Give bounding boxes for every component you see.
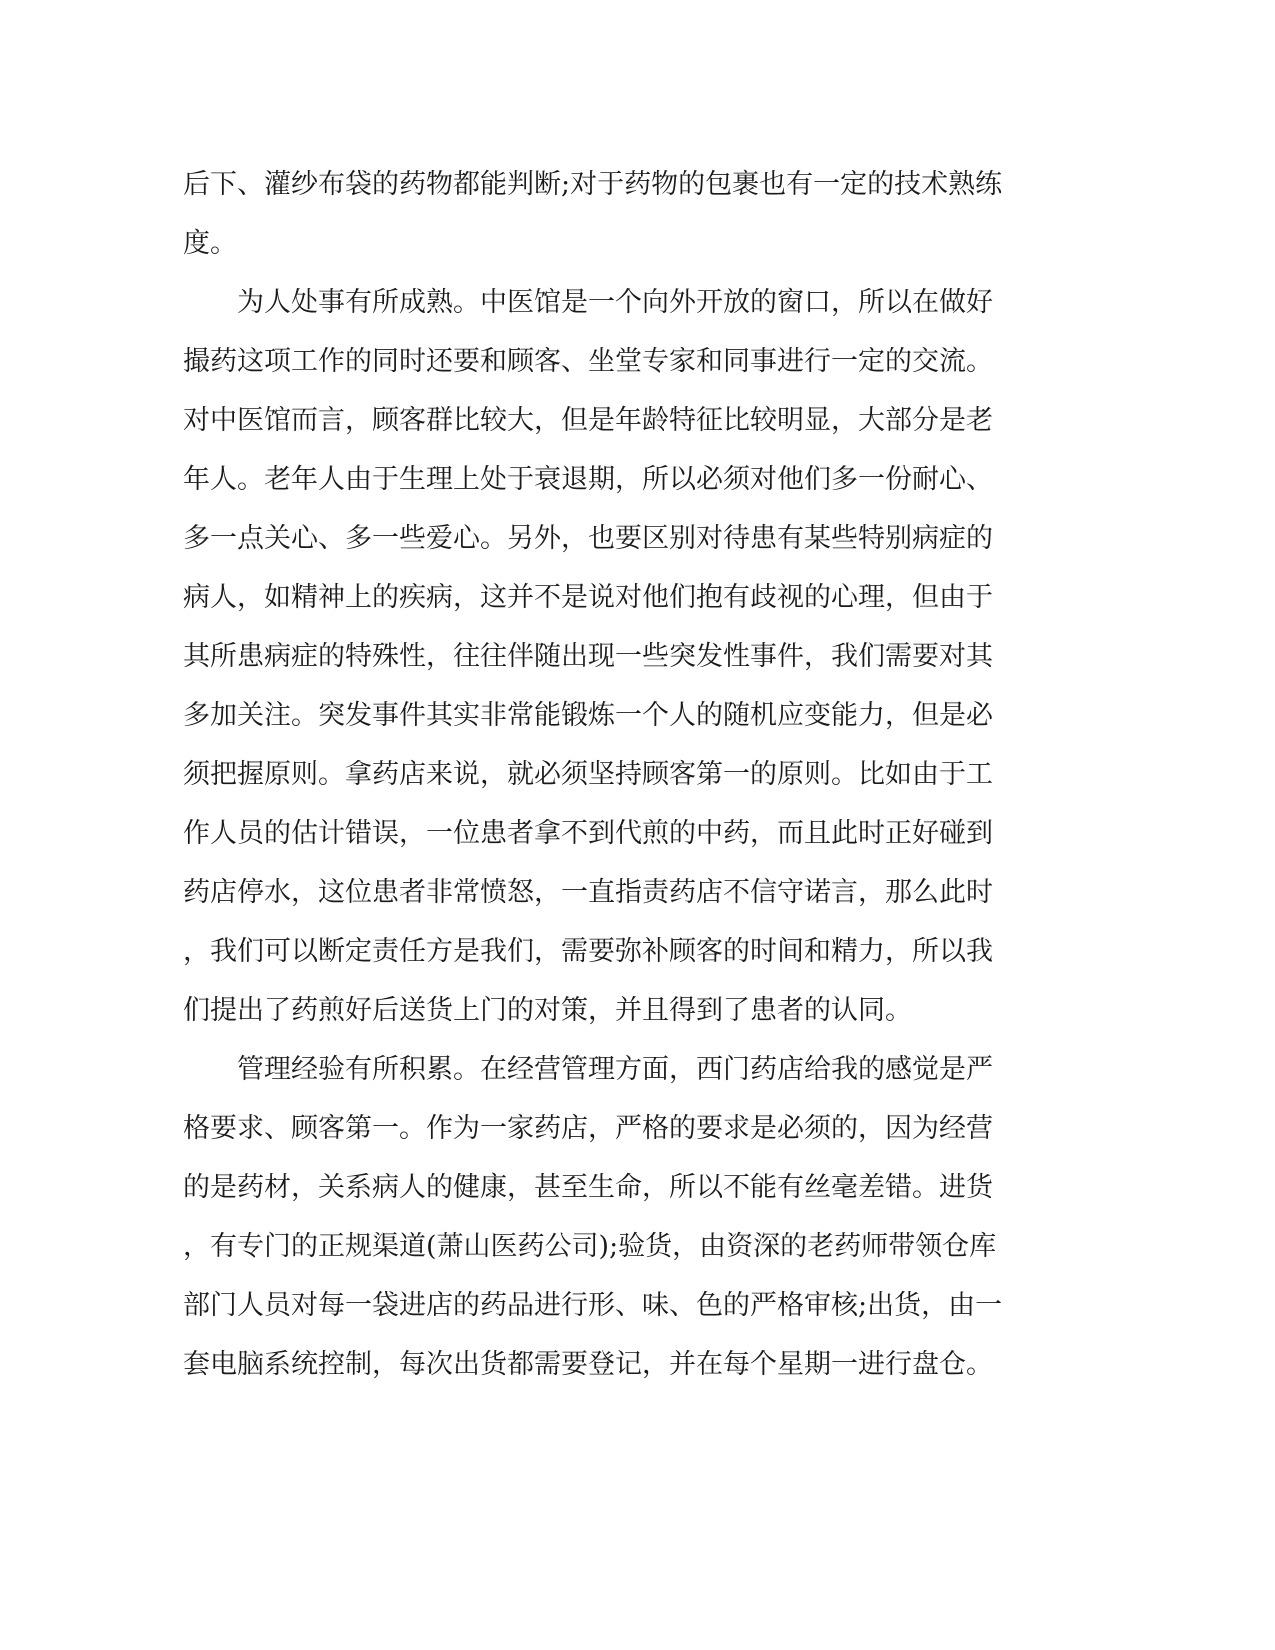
text-line: ，有专门的正规渠道(萧山医药公司);验货，由资深的老药师带领仓库: [183, 1231, 997, 1262]
text-line: 套电脑系统控制，每次出货都需要登记，并在每个星期一进行盘仓。: [183, 1349, 993, 1380]
text-line: 其所患病症的特殊性，往往伴随出现一些突发性事件，我们需要对其: [183, 641, 993, 672]
text-line: 部门人员对每一袋进店的药品进行形、味、色的严格审核;出货，由一: [183, 1290, 1003, 1321]
text-line: 对中医馆而言，顾客群比较大，但是年龄特征比较明显，大部分是老: [183, 405, 993, 436]
text-line: 度。: [183, 228, 237, 259]
paragraph-start-line: 为人处事有所成熟。中医馆是一个向外开放的窗口，所以在做好: [183, 287, 993, 318]
text-line: 药店停水，这位患者非常愤怒，一直指责药店不信守诺言，那么此时: [183, 877, 993, 908]
text-line: 格要求、顾客第一。作为一家药店，严格的要求是必须的，因为经营: [183, 1113, 993, 1144]
paragraph-start-line: 管理经验有所积累。在经营管理方面，西门药店给我的感觉是严: [183, 1054, 993, 1085]
body-text: [183, 155, 1033, 1394]
text-line: 病人，如精神上的疾病，这并不是说对他们抱有歧视的心理，但由于: [183, 582, 993, 613]
text-line: 多加关注。突发事件其实非常能锻炼一个人的随机应变能力，但是必: [183, 700, 993, 731]
text-line: 作人员的估计错误，一位患者拿不到代煎的中药，而且此时正好碰到: [183, 818, 993, 849]
text-line: 撮药这项工作的同时还要和顾客、坐堂专家和同事进行一定的交流。: [183, 346, 993, 377]
text-line: 多一点关心、多一些爱心。另外，也要区别对待患有某些特别病症的: [183, 523, 993, 554]
text-line: 后下、灌纱布袋的药物都能判断;对于药物的包裹也有一定的技术熟练: [183, 169, 1003, 200]
text-line: 们提出了药煎好后送货上门的对策，并且得到了患者的认同。: [183, 995, 912, 1026]
text-line: ，我们可以断定责任方是我们，需要弥补顾客的时间和精力，所以我: [183, 936, 993, 967]
text-line: 须把握原则。拿药店来说，就必须坚持顾客第一的原则。比如由于工: [183, 759, 993, 790]
text-line: 年人。老年人由于生理上处于衰退期，所以必须对他们多一份耐心、: [183, 464, 993, 495]
text-line: 的是药材，关系病人的健康，甚至生命，所以不能有丝毫差错。进货: [183, 1172, 993, 1203]
